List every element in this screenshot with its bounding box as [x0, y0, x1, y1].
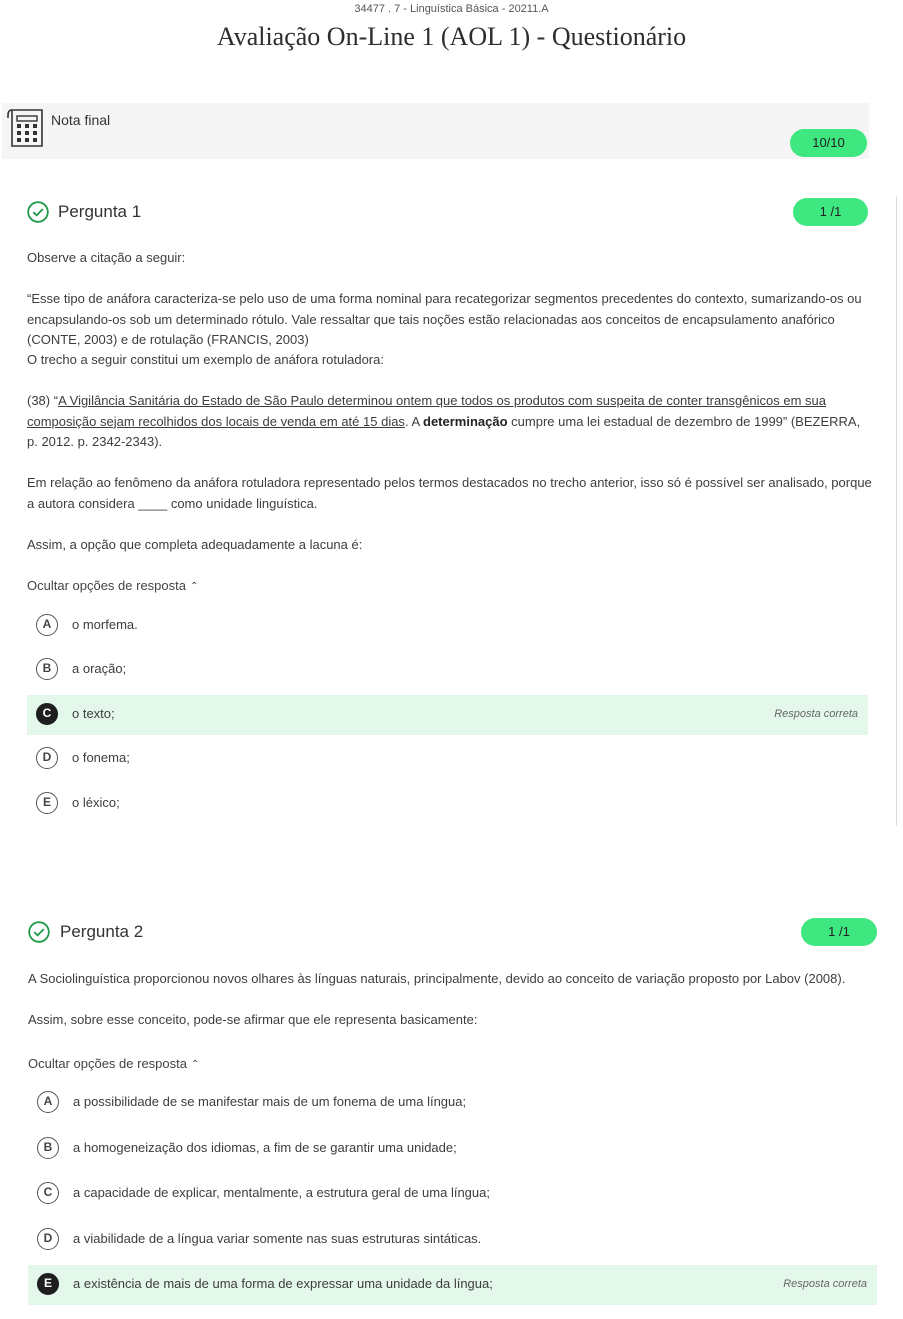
q1-question: Em relação ao fenômeno da anáfora rotuladora representado pelos termos destacados no trecho anterior, isso só é possível ser analisado, porque a autora considera ____ como unidade linguística.: [27, 475, 872, 511]
check-circle-icon: [27, 201, 49, 223]
q1-quote: “Esse tipo de anáfora caracteriza-se pelo uso de uma forma nominal para recategorizar segmentos precedentes do contexto, sumarizando-os ou encapsulando-os sob um determinado rótulo. Vale ressaltar que tais noções estão relacionadas aos conceitos de encapsulamento anafórico (CONTE, 2003) e de rotulação (FRANCIS, 2003): [27, 291, 862, 347]
q1-example: (38) “A Vigilância Sanitária do Estado de São Paulo determinou ontem que todos os produtos com suspeita de conter transgênicos em sua composição sejam recolhidos dos locais de venda em até 15 dias. A determinação cumpre uma lei estadual de dezembro de 1999” (BEZERRA, p. 2012. p. 2342-2343).: [27, 393, 861, 449]
q2-option-c[interactable]: [28, 1174, 877, 1214]
option-text: o léxico;: [72, 795, 120, 810]
q1-example-bold: determinação: [423, 413, 508, 429]
option-letter: D: [37, 1228, 59, 1250]
chevron-up-icon: ⌃: [189, 581, 199, 592]
final-grade-badge: 10/10: [790, 129, 867, 157]
option-text: o texto;: [72, 706, 115, 721]
chevron-up-icon: ⌃: [190, 1059, 200, 1070]
option-letter: C: [36, 703, 58, 725]
correct-answer-label: Resposta correta: [783, 1278, 867, 1290]
q1-option-c[interactable]: [27, 695, 868, 735]
check-circle-icon: [28, 921, 50, 943]
q2-option-d[interactable]: [28, 1220, 877, 1260]
final-grade-label: Nota final: [51, 112, 111, 128]
page-title: Avaliação On-Line 1 (AOL 1) - Questionário: [216, 22, 687, 51]
q2-text-1: A Sociolinguística proporcionou novos olhares às línguas naturais, principalmente, devido ao conceito de variação proposto por Labov (2008).: [28, 971, 846, 986]
q1-option-e[interactable]: [27, 784, 868, 824]
q1-toggle-options[interactable]: Ocultar opções de resposta ⌃: [27, 578, 199, 593]
option-text: a oração;: [72, 661, 127, 676]
option-text: a homogeneização dos idiomas, a fim de se garantir uma unidade;: [73, 1140, 457, 1155]
option-text: a viabilidade de a língua variar somente nas suas estruturas sintáticas.: [73, 1231, 482, 1246]
q2-option-a[interactable]: [28, 1083, 877, 1123]
question-1-title: Pergunta 1: [58, 202, 142, 221]
calculator-icon: [6, 108, 44, 148]
final-grade-panel: [2, 103, 869, 159]
option-letter: B: [36, 658, 58, 680]
q2-text-2: Assim, sobre esse conceito, pode-se afirmar que ele representa basicamente:: [28, 1012, 478, 1027]
q2-option-e[interactable]: [28, 1265, 877, 1305]
option-letter: D: [36, 747, 58, 769]
option-text: o fonema;: [72, 750, 130, 765]
q1-prompt: Assim, a opção que completa adequadamente a lacuna é:: [27, 537, 363, 552]
question-2-title: Pergunta 2: [60, 922, 144, 941]
option-letter: A: [37, 1091, 59, 1113]
correct-answer-label: Resposta correta: [774, 708, 858, 720]
option-text: o morfema.: [72, 617, 138, 632]
q1-option-d[interactable]: [27, 739, 868, 779]
option-text: a capacidade de explicar, mentalmente, a estrutura geral de uma língua;: [73, 1185, 490, 1200]
q2-option-b[interactable]: [28, 1129, 877, 1169]
option-letter: E: [36, 792, 58, 814]
q2-toggle-options[interactable]: Ocultar opções de resposta ⌃: [28, 1056, 200, 1071]
option-letter: B: [37, 1137, 59, 1159]
option-text: a possibilidade de se manifestar mais de um fonema de uma língua;: [73, 1094, 467, 1109]
scrollbar-track: [896, 196, 897, 826]
course-name: 34477 . 7 - Linguística Básica - 20211.A: [354, 3, 549, 15]
q1-example-underlined: A Vigilância Sanitária do Estado de São Paulo determinou ontem que todos os produtos com suspeita de conter transgênicos em sua composição sejam recolhidos dos locais de venda em até 15 dias: [27, 393, 827, 429]
q1-example-intro: O trecho a seguir constitui um exemplo de anáfora rotuladora:: [27, 352, 384, 367]
question-1-score: 1 /1: [793, 198, 868, 226]
q1-option-b[interactable]: [27, 650, 868, 690]
q1-intro: Observe a citação a seguir:: [27, 250, 186, 265]
question-2-score: 1 /1: [801, 918, 877, 946]
option-letter: C: [37, 1182, 59, 1204]
option-text: a existência de mais de uma forma de expressar uma unidade da língua;: [73, 1276, 493, 1291]
q1-option-a[interactable]: [27, 606, 868, 646]
option-letter: E: [37, 1273, 59, 1295]
option-letter: A: [36, 614, 58, 636]
